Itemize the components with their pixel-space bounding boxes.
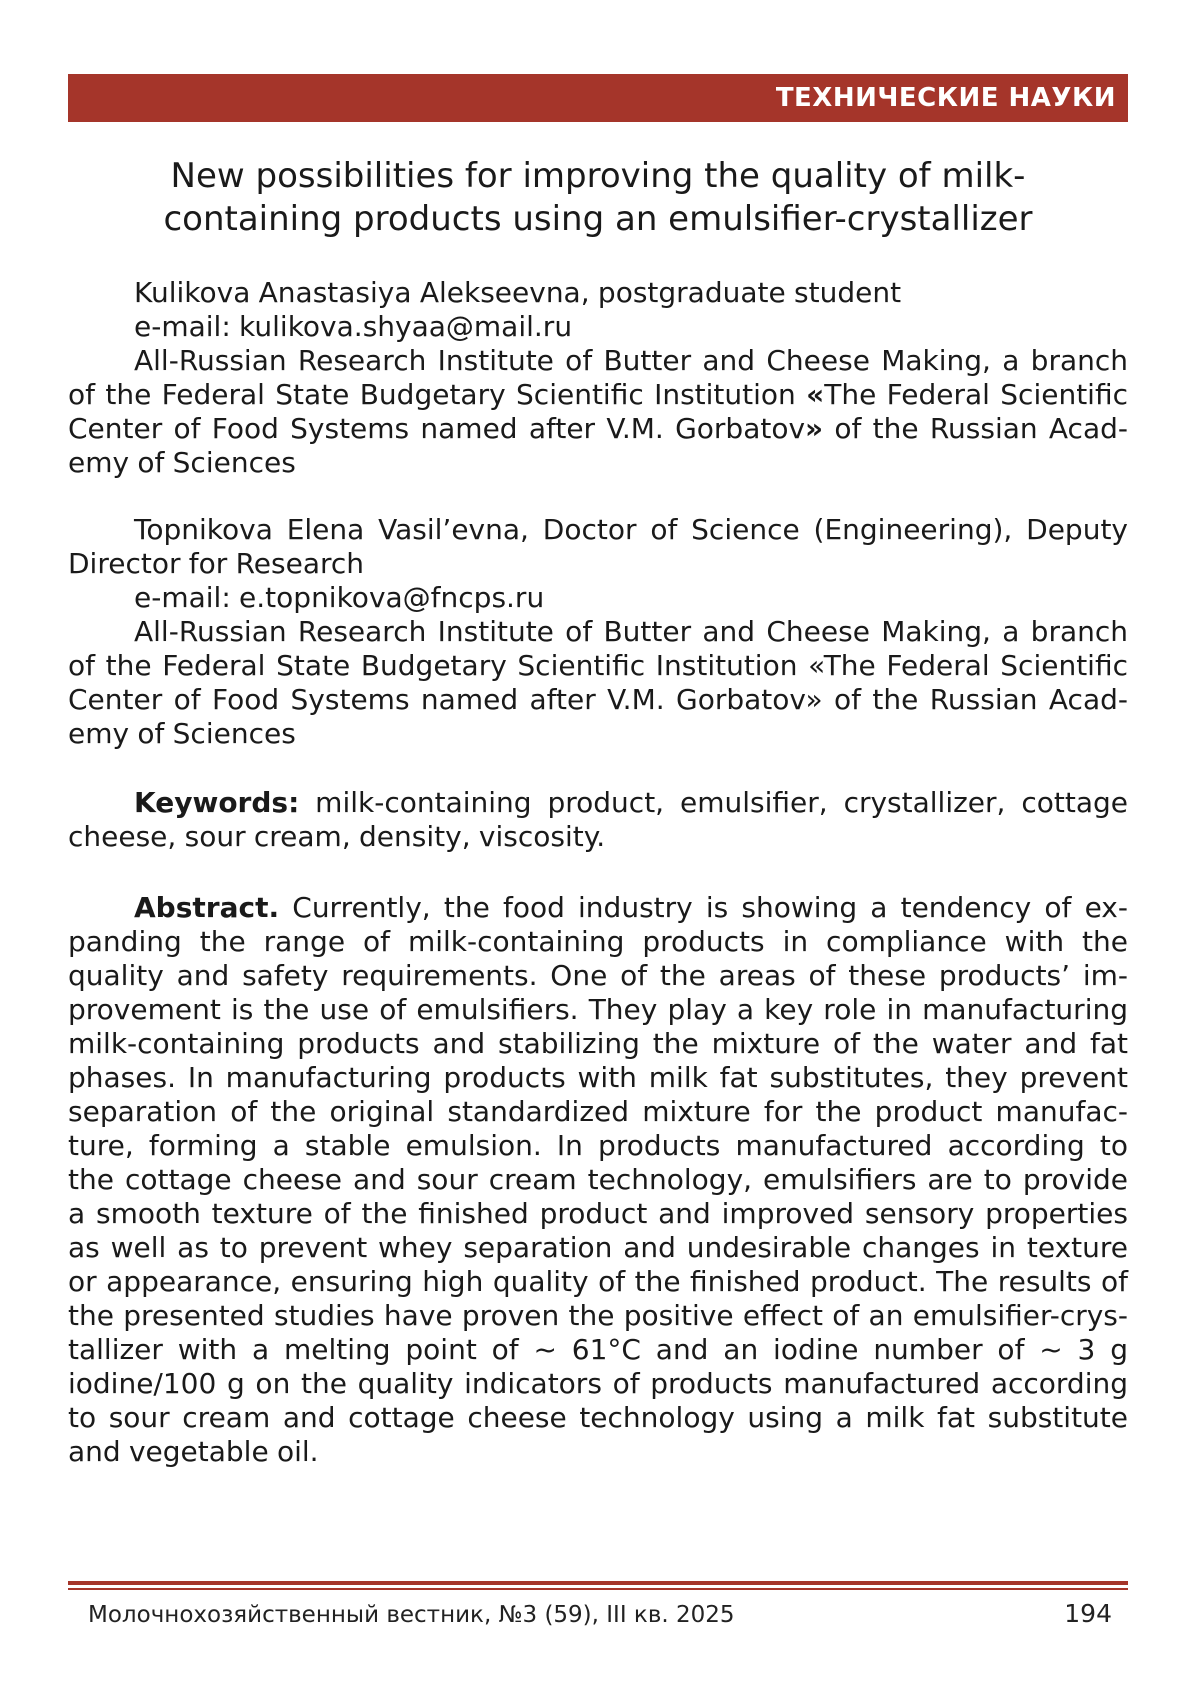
page-number: 194 xyxy=(1064,1599,1112,1628)
section-banner-label: ТЕХНИЧЕСКИЕ НАУКИ xyxy=(775,83,1116,113)
text-line: provement is the use of emulsifiers. They play a key role in manufacturing xyxy=(68,993,1128,1026)
text-line: All-Russian Research Institute of Butter and Cheese Making, a branch xyxy=(134,344,1128,377)
section-banner xyxy=(68,74,1128,122)
text-line: containing products using an emulsifier-crystallizer xyxy=(163,199,1033,239)
author2-affiliation xyxy=(68,615,1128,751)
text-line: New possibilities for improving the quality of milk- xyxy=(170,156,1026,196)
text-line: Kulikova Anastasiya Alekseevna, postgraduate student xyxy=(134,276,902,309)
text-line: to sour cream and cottage cheese technology using a milk fat substitute xyxy=(68,1401,1128,1434)
text-line: tallizer with a melting point of ~ 61°C and an iodine number of ~ 3 g xyxy=(68,1333,1128,1366)
text-line: e-mail: e.topnikova@fncps.ru xyxy=(134,581,545,614)
text-line: iodine/100 g on the quality indicators of products manufactured according xyxy=(68,1367,1128,1400)
text-line: phases. In manufacturing products with milk fat substitutes, they prevent xyxy=(68,1061,1128,1094)
text-line: Center of Food Systems named after V.M. Gorbatov» of the Russian Acad- xyxy=(68,683,1128,716)
text-line: milk-containing products and stabilizing the mixture of the water and fat xyxy=(68,1027,1128,1060)
abstract-paragraph xyxy=(68,891,1128,1469)
text-line: of the Federal State Budgetary Scientific Institution «The Federal Scientific xyxy=(68,378,1128,411)
text-line: panding the range of milk-containing products in compliance with the xyxy=(68,925,1128,958)
text-line: the presented studies have proven the positive effect of an emulsifier-crys- xyxy=(68,1299,1128,1332)
text-line: of the Federal State Budgetary Scientific Institution «The Federal Scientific xyxy=(68,649,1128,682)
text-line: e-mail: kulikova.shyaa@mail.ru xyxy=(134,310,573,343)
text-line: and vegetable oil. xyxy=(68,1435,319,1468)
text-line: Center of Food Systems named after V.M. Gorbatov» of the Russian Acad- xyxy=(68,412,1128,445)
text-line: a smooth texture of the finished product and improved sensory properties xyxy=(68,1197,1128,1230)
text-line: ture, forming a stable emulsion. In products manufactured according to xyxy=(68,1129,1128,1162)
page-content xyxy=(68,0,1128,1469)
text-line: emy of Sciences xyxy=(68,446,296,479)
footer xyxy=(68,1581,1128,1628)
text-line: Keywords: milk-containing product, emulsifier, crystallizer, cottage xyxy=(134,786,1128,819)
text-line: quality and safety requirements. One of the areas of these products’ im- xyxy=(68,959,1128,992)
article-title xyxy=(68,155,1128,241)
keywords-paragraph xyxy=(68,786,1128,854)
text-line: Abstract. Currently, the food industry is showing a tendency of ex- xyxy=(134,891,1128,924)
author1-email xyxy=(68,310,1128,344)
text-line: or appearance, ensuring high quality of the finished product. The results of xyxy=(68,1265,1128,1298)
footer-row xyxy=(68,1599,1128,1628)
text-line: the cottage cheese and sour cream technology, emulsifiers are to provide xyxy=(68,1163,1128,1196)
text-line: Topnikova Elena Vasil’evna, Doctor of Science (Engineering), Deputy xyxy=(134,513,1128,546)
journal-info: Молочнохозяйственный вестник, №3 (59), III кв. 2025 xyxy=(88,1602,735,1628)
author2-name xyxy=(68,513,1128,581)
author1-affiliation xyxy=(68,344,1128,480)
author2-email xyxy=(68,581,1128,615)
text-line: as well as to prevent whey separation and undesirable changes in texture xyxy=(68,1231,1128,1264)
text-line: emy of Sciences xyxy=(68,717,296,750)
author1-name xyxy=(68,276,1128,310)
text-line: separation of the original standardized mixture for the product manufac- xyxy=(68,1095,1128,1128)
footer-rule xyxy=(68,1581,1128,1590)
text-line: Director for Research xyxy=(68,547,365,580)
text-line: cheese, sour cream, density, viscosity. xyxy=(68,820,606,853)
text-line: All-Russian Research Institute of Butter and Cheese Making, a branch xyxy=(134,615,1128,648)
